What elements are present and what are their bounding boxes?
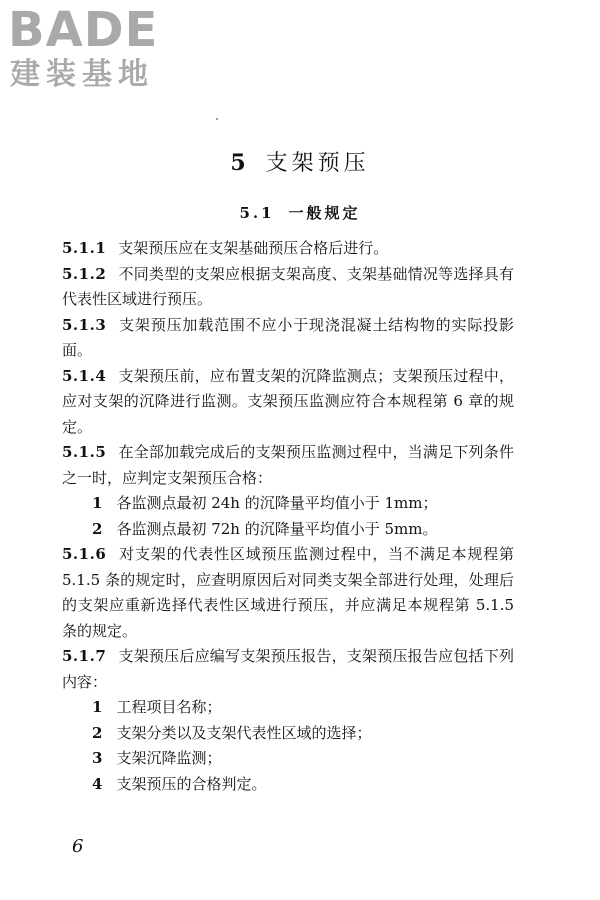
list-item	[62, 695, 514, 721]
logo-wordmark: BADE	[8, 2, 159, 58]
clause-number: 5.1.6	[62, 545, 107, 563]
clause-text: 支架预压后应编写支架预压报告，支架预压报告应包括下列内容：	[62, 647, 514, 691]
page-number: 6	[72, 836, 84, 857]
clause-number: 5.1.3	[62, 315, 107, 334]
clauses-body	[62, 236, 514, 797]
section-title	[0, 202, 600, 223]
clause-text: 支架预压前，应布置支架的沉降监测点；支架预压过程中，应对支架的沉降进行监测。支架预压监测应符合本规程第 6 章的规定。	[62, 366, 514, 436]
item-text: 各监测点最初 72h 的沉降量平均值小于 5mm。	[116, 519, 438, 538]
bade-logo	[8, 4, 178, 94]
clause-text: 支架预压应在支架基础预压合格后进行。	[118, 239, 389, 257]
chapter-number: 5	[230, 150, 250, 176]
item-text: 支架沉降监测；	[116, 749, 222, 767]
clause-5-1-2	[62, 262, 514, 313]
list-item	[62, 517, 514, 543]
item-text: 工程项目名称；	[116, 698, 222, 716]
clause-number: 5.1.1	[62, 239, 107, 257]
item-text: 支架预压的合格判定。	[116, 774, 267, 793]
clause-5-1-7	[62, 644, 514, 695]
item-text: 各监测点最初 24h 的沉降量平均值小于 1mm；	[116, 494, 438, 512]
section-title-text: 一般规定	[288, 204, 361, 222]
clause-text: 不同类型的支架应根据支架高度、支架基础情况等选择具有代表性区域进行预压。	[62, 264, 514, 308]
item-number: 3	[92, 749, 103, 767]
list-item	[62, 491, 514, 517]
item-number: 4	[92, 774, 103, 793]
chapter-title-text: 支架预压	[265, 151, 370, 176]
clause-text: 在全部加载完成后的支架预压监测过程中，当满足下列条件之一时，应判定支架预压合格：	[62, 443, 514, 487]
list-item	[62, 772, 514, 798]
item-number: 1	[92, 494, 103, 512]
clause-5-1-3	[62, 313, 514, 364]
clause-5-1-1	[62, 236, 514, 262]
clause-number: 5.1.5	[62, 443, 107, 461]
logo-subtitle: 建装基地	[10, 57, 154, 92]
clause-text: 对支架的代表性区域预压监测过程中，当不满足本规程第 5.1.5 条的规定时，应查明原因后对同类支架全部进行处理，处理后的支架应重新选择代表性区域进行预压，并应满足本规程第 5.1.5 条的规定。	[62, 545, 514, 640]
clause-number: 5.1.2	[62, 264, 107, 283]
chapter-title	[0, 146, 600, 177]
clause-5-1-6	[62, 542, 514, 644]
stray-dot	[216, 118, 218, 120]
clause-number: 5.1.7	[62, 647, 107, 665]
item-text: 支架分类以及支架代表性区域的选择；	[116, 723, 372, 742]
clause-text: 支架预压加载范围不应小于现浇混凝土结构物的实际投影面。	[62, 315, 514, 359]
clause-number: 5.1.4	[62, 366, 107, 385]
clause-5-1-5	[62, 440, 514, 491]
list-item	[62, 746, 514, 772]
item-number: 2	[92, 519, 103, 538]
list-item	[62, 721, 514, 747]
clause-5-1-4	[62, 364, 514, 441]
item-number: 1	[92, 698, 103, 716]
item-number: 2	[92, 723, 103, 742]
section-number: 5.1	[239, 204, 275, 222]
